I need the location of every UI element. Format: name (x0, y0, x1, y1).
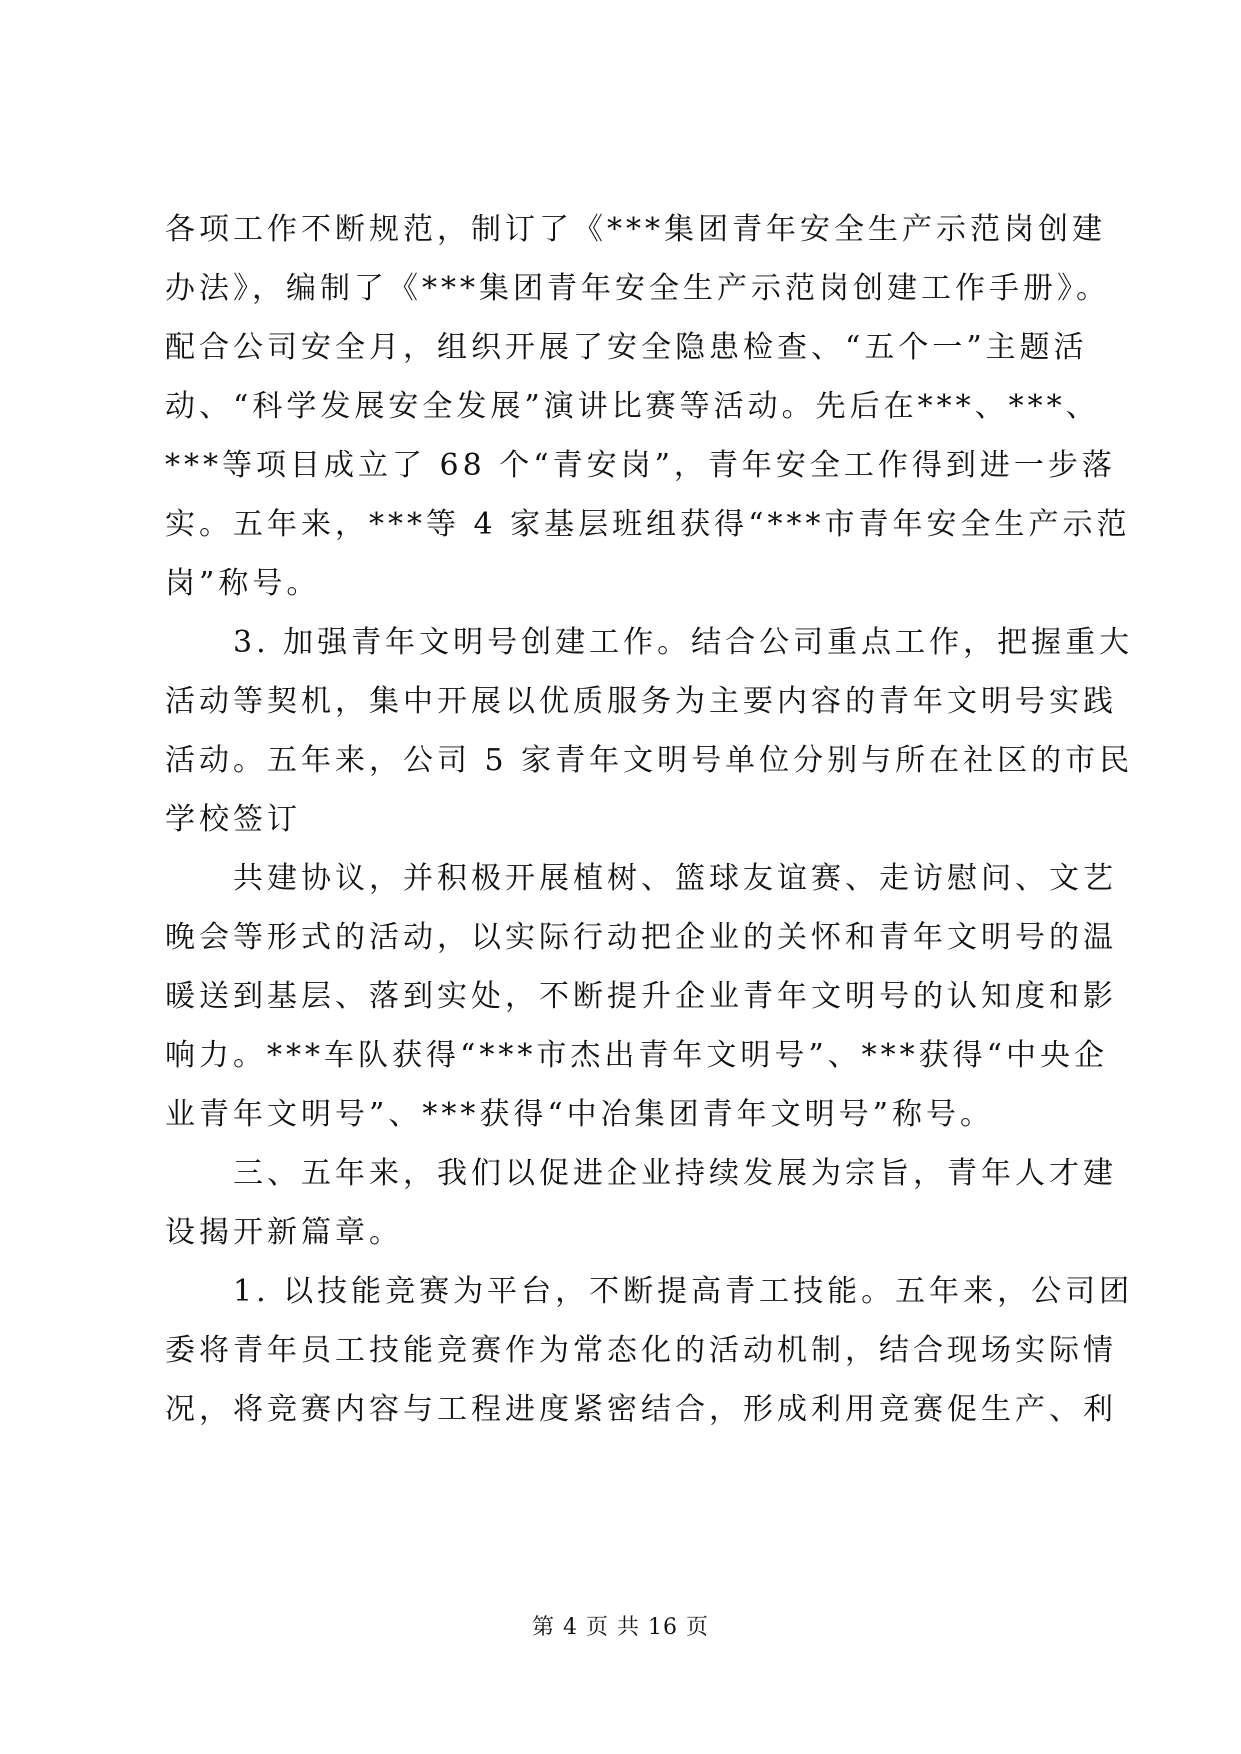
paragraph-section-three-heading (165, 1144, 1117, 1262)
paragraph-safety-post (165, 200, 1131, 613)
paragraph-joint-agreement (165, 849, 1117, 1144)
text-line: 活动。五年来，公司 5 家青年文明号单位分别与所在社区的市民 (165, 743, 1134, 778)
text-line: 共建协议，并积极开展植树、篮球友谊赛、走访慰问、文艺 (165, 861, 1117, 896)
text-line: 况，将竞赛内容与工程进度紧密结合，形成利用竞赛促生产、利 (165, 1392, 1117, 1427)
text-line: 实。五年来，***等 4 家基层班组获得“***市青年安全生产示范 (165, 507, 1131, 542)
text-line: 3. 加强青年文明号创建工作。结合公司重点工作，把握重大 (165, 625, 1134, 660)
text-line: 动、“科学发展安全发展”演讲比赛等活动。先后在***、***、 (165, 389, 1100, 424)
text-line: 委将青年员工技能竞赛作为常态化的活动机制，结合现场实际情 (165, 1333, 1117, 1368)
text-line: 学校签订 (165, 802, 301, 837)
paragraph-civilization-post (165, 613, 1134, 849)
text-line: 岗”称号。 (165, 566, 321, 601)
text-line: 1. 以技能竞赛为平台，不断提高青工技能。五年来，公司团 (165, 1274, 1134, 1309)
document-body (165, 200, 1134, 1439)
text-line: 三、五年来，我们以促进企业持续发展为宗旨，青年人才建 (165, 1156, 1117, 1191)
text-line: 设揭开新篇章。 (165, 1215, 403, 1250)
text-line: 配合公司安全月，组织开展了安全隐患检查、“五个一”主题活 (165, 330, 1088, 365)
text-line: 业青年文明号”、***获得“中冶集团青年文明号”称号。 (165, 1097, 995, 1132)
text-line: 响力。***车队获得“***市杰出青年文明号”、***获得“中央企 (165, 1038, 1109, 1073)
paragraph-skills-competition (165, 1262, 1134, 1439)
text-line: ***等项目成立了 68 个“青安岗”，青年安全工作得到进一步落 (165, 448, 1116, 483)
text-line: 晚会等形式的活动，以实际行动把企业的关怀和青年文明号的温 (165, 920, 1117, 955)
text-line: 活动等契机，集中开展以优质服务为主要内容的青年文明号实践 (165, 684, 1117, 719)
text-line: 各项工作不断规范，制订了《***集团青年安全生产示范岗创建 (165, 212, 1106, 247)
page-number-footer: 第 4 页 共 16 页 (532, 1615, 709, 1640)
text-line: 暖送到基层、落到实处，不断提升企业青年文明号的认知度和影 (165, 979, 1117, 1014)
text-line: 办法》，编制了《***集团青年安全生产示范岗创建工作手册》。 (165, 271, 1110, 306)
